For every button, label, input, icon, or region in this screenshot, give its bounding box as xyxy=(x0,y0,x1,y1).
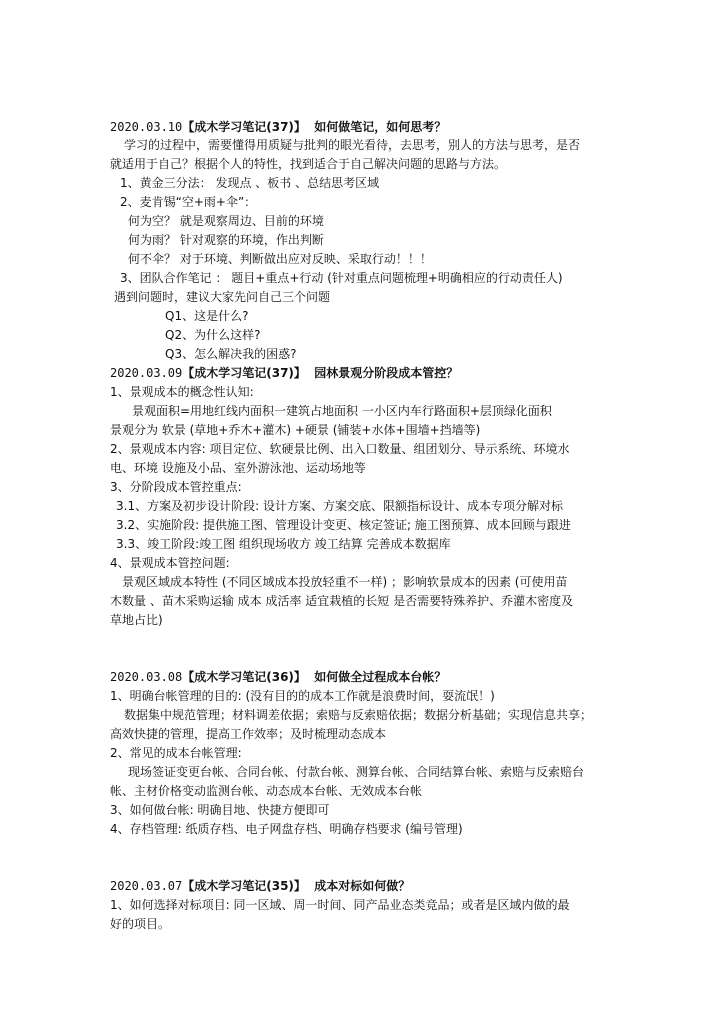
list-item: 3、如何做台帐: 明确目地、快捷方便即可 xyxy=(110,803,330,817)
paragraph-line: 电、环境 设施及小品、室外游泳池、运动场地等 xyxy=(110,461,366,475)
section-heading xyxy=(110,668,446,686)
list-item: 3.1、方案及初步设计阶段: 设计方案、方案交底、限额指标设计、成本专项分解对标 xyxy=(116,499,563,513)
paragraph-line: 就适用于自己？根据个人的特性，找到适合于自己解决问题的思路与方法。 xyxy=(110,157,507,171)
paragraph-line: 草地占比) xyxy=(110,613,163,627)
entry-tag: 【成木学习笔记(36)】 xyxy=(182,670,306,684)
entry-tag: 【成木学习笔记(37)】 xyxy=(182,120,306,134)
list-item: 1、景观成本的概念性认知: xyxy=(110,385,254,399)
paragraph-line: 学习的过程中，需要懂得用质疑与批判的眼光看待，去思考，别人的方法与思考，是否 xyxy=(124,138,581,152)
entry-title: 如何做笔记，如何思考？ xyxy=(314,120,447,134)
list-item: Q1、这是什么? xyxy=(165,309,249,323)
entry-tag: 【成木学习笔记(37)】 xyxy=(182,366,306,380)
list-item: 3、分阶段成本管控重点: xyxy=(110,480,242,494)
list-item: 1、如何选择对标项目: 同一区域、周一时间、同产品业态类竞品；或者是区域内做的最 xyxy=(110,898,570,912)
list-item: 3.3、竣工阶段:竣工图 组织现场收方 竣工结算 完善成本数据库 xyxy=(116,537,451,551)
paragraph-line: 现场签证变更台帐、合同台帐、付款台帐、测算台帐、合同结算台帐、索赔与反索赔台 xyxy=(128,765,585,779)
list-item: Q3、怎么解决我的困惑? xyxy=(165,347,297,361)
list-item: 2、常见的成本台帐管理: xyxy=(110,746,242,760)
entry-date: 2020.03.09 xyxy=(110,366,183,380)
entry-date: 2020.03.08 xyxy=(110,670,183,684)
paragraph-line: 遇到问题时，建议大家先问自己三个问题 xyxy=(114,290,331,304)
paragraph-line: 木数量 、苗木采购运输 成本 成活率 适宜栽植的长短 是否需要特殊养护、乔灌木密度及 xyxy=(110,594,574,608)
paragraph-line: 景观区域成本特性 (不同区域成本投放轻重不一样) ；影响软景成本的因素 (可使用苗 xyxy=(122,575,568,589)
paragraph-line: 好的项目。 xyxy=(110,917,171,931)
paragraph-line: 帐、主材价格变动监测台帐、动态成本台帐、无效成本台帐 xyxy=(110,784,423,798)
list-item: 何为空？ 就是观察周边、目前的环境 xyxy=(128,214,324,228)
section-heading xyxy=(110,118,446,136)
entry-title: 如何做全过程成本台帐？ xyxy=(314,670,447,684)
list-item: 3、团队合作笔记 ： 题目+重点+行动 (针对重点问题梳理+明确相应的行动责任人) xyxy=(120,271,563,285)
paragraph-line: 数据集中规范管理；材料调差依据；索赔与反索赔依据；数据分析基础；实现信息共享； xyxy=(124,708,593,722)
list-item: 何为雨？ 针对观察的环境，作出判断 xyxy=(128,233,324,247)
list-item: 3.2、实施阶段: 提供施工图、管理设计变更、核定签证; 施工图预算、成本回顾与跟进 xyxy=(116,518,571,532)
entry-tag: 【成木学习笔记(35)】 xyxy=(182,879,306,893)
entry-title: 成本对标如何做？ xyxy=(314,879,411,893)
list-item: 2、麦肯锡“空+雨+伞”： xyxy=(120,195,257,209)
paragraph-line: 景观面积=用地红线内面积一建筑占地面积 一小区内车行路面积+层顶绿化面积 xyxy=(132,404,552,418)
entry-title: 园林景观分阶段成本管控？ xyxy=(314,366,459,380)
paragraph-line: 高效快捷的管理，提高工作效率；及时梳理动态成本 xyxy=(110,727,387,741)
list-item: 1、明确台帐管理的目的: (没有目的的成本工作就是浪费时间，耍流氓！) xyxy=(110,689,495,703)
paragraph-line: 景观分为 软景 (草地+乔木+灌木) +硬景 (铺装+水体+围墙+挡墙等) xyxy=(110,423,481,437)
list-item: Q2、为什么这样? xyxy=(165,328,261,342)
list-item: 1、黄金三分法： 发现点 、板书 、总结思考区域 xyxy=(120,176,380,190)
entry-date: 2020.03.07 xyxy=(110,879,183,893)
list-item: 2、景观成本内容: 项目定位、软硬景比例、出入口数量、组团划分、导示系统、环境水 xyxy=(110,442,570,456)
section-heading xyxy=(110,364,458,382)
list-item: 4、存档管理: 纸质存档、电子网盘存档、明确存档要求 (编号管理) xyxy=(110,822,463,836)
entry-date: 2020.03.10 xyxy=(110,120,183,134)
section-heading xyxy=(110,877,410,895)
list-item: 4、景观成本管控问题: xyxy=(110,556,230,570)
list-item: 何不伞？ 对于环境、判断做出应对反映、采取行动！！！ xyxy=(128,252,432,266)
